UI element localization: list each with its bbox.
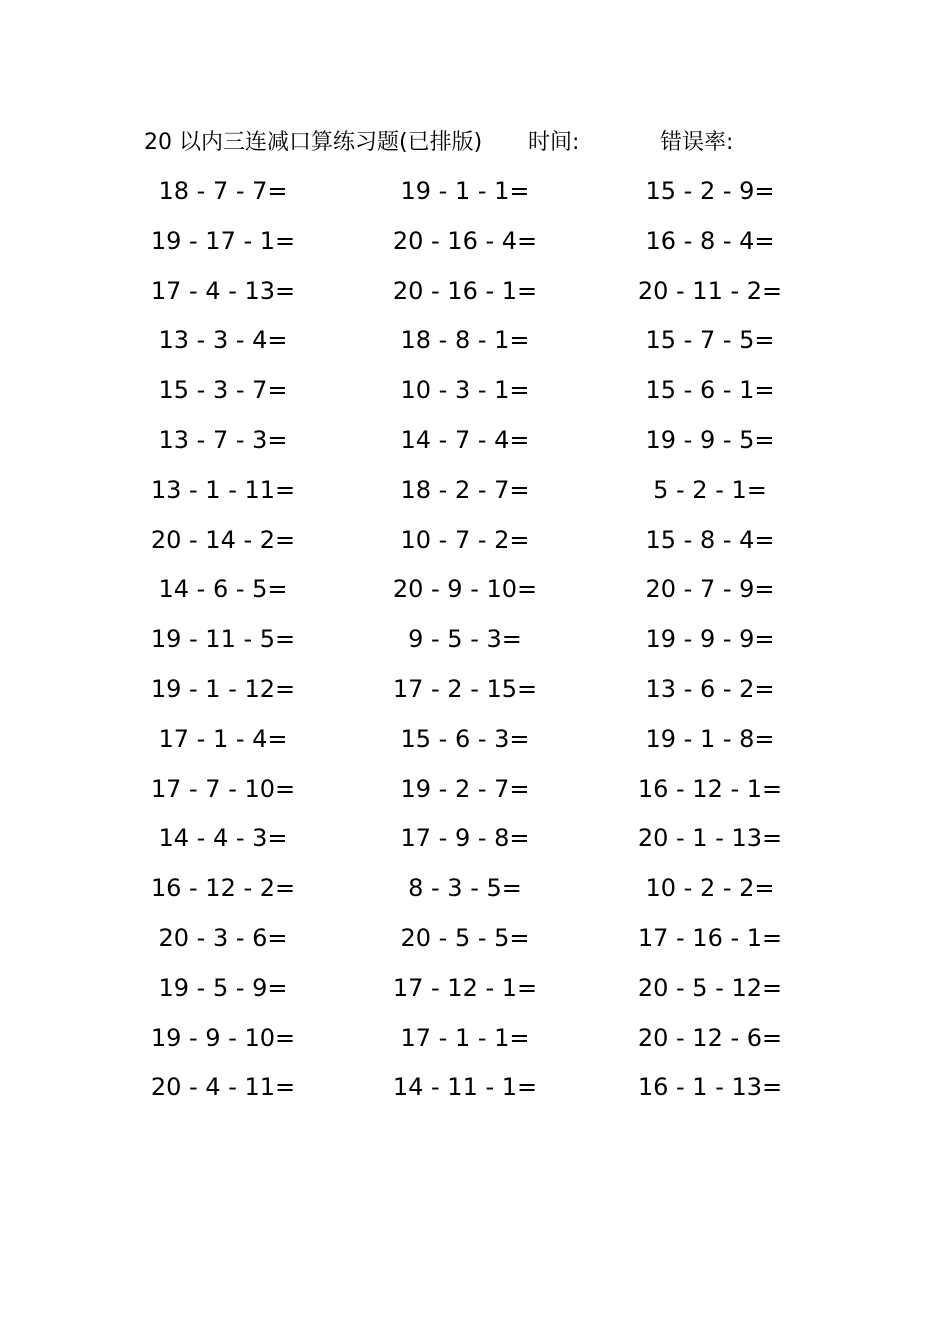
problem-row <box>0 321 950 371</box>
problem-item: 9 - 5 - 3= <box>408 625 522 654</box>
problem-row <box>0 570 950 620</box>
problem-row <box>0 421 950 471</box>
problem-row <box>0 869 950 919</box>
problem-item: 19 - 9 - 9= <box>645 625 775 654</box>
problem-row <box>0 471 950 521</box>
problem-item: 14 - 6 - 5= <box>158 575 288 604</box>
problem-row <box>0 172 950 222</box>
problem-row <box>0 521 950 571</box>
problem-item: 19 - 5 - 9= <box>158 973 288 1002</box>
worksheet-header <box>0 126 950 160</box>
problem-item: 16 - 1 - 13= <box>637 1073 783 1102</box>
problem-row <box>0 770 950 820</box>
problem-item: 10 - 3 - 1= <box>400 376 530 405</box>
problem-row <box>0 670 950 720</box>
problem-item: 19 - 11 - 5= <box>150 625 296 654</box>
problem-item: 19 - 1 - 8= <box>645 724 775 753</box>
problem-item: 18 - 8 - 1= <box>400 326 530 355</box>
problem-row <box>0 1019 950 1069</box>
problem-item: 20 - 7 - 9= <box>645 575 775 604</box>
problem-row <box>0 620 950 670</box>
problem-row <box>0 720 950 770</box>
problem-item: 14 - 7 - 4= <box>400 425 530 454</box>
problem-item: 20 - 14 - 2= <box>150 525 296 554</box>
problem-item: 17 - 9 - 8= <box>400 824 530 853</box>
problem-row <box>0 1068 950 1118</box>
problem-item: 15 - 3 - 7= <box>158 376 288 405</box>
problem-item: 20 - 5 - 12= <box>637 973 783 1002</box>
problem-item: 19 - 2 - 7= <box>400 774 530 803</box>
problem-item: 19 - 1 - 1= <box>400 177 530 205</box>
problem-item: 8 - 3 - 5= <box>408 874 522 903</box>
problem-item: 20 - 5 - 5= <box>400 923 530 952</box>
problem-item: 16 - 12 - 1= <box>637 774 783 803</box>
problem-row <box>0 969 950 1019</box>
problem-item: 16 - 8 - 4= <box>645 226 775 255</box>
problem-item: 20 - 11 - 2= <box>637 276 783 305</box>
problem-item: 20 - 4 - 11= <box>150 1073 296 1102</box>
problem-item: 17 - 1 - 1= <box>400 1023 530 1052</box>
problem-item: 20 - 16 - 4= <box>392 226 538 255</box>
error-rate-label: 错误率: <box>660 130 734 155</box>
problem-row <box>0 819 950 869</box>
problem-item: 17 - 12 - 1= <box>392 973 538 1002</box>
problem-item: 10 - 7 - 2= <box>400 525 530 554</box>
problem-item: 16 - 12 - 2= <box>150 874 296 903</box>
problem-grid <box>0 172 950 1118</box>
problem-item: 20 - 12 - 6= <box>637 1023 783 1052</box>
problem-item: 14 - 11 - 1= <box>392 1073 538 1102</box>
problem-item: 13 - 6 - 2= <box>645 674 775 703</box>
problem-item: 17 - 1 - 4= <box>158 724 288 753</box>
problem-row <box>0 919 950 969</box>
problem-item: 18 - 2 - 7= <box>400 475 530 504</box>
problem-item: 14 - 4 - 3= <box>158 824 288 853</box>
worksheet-title: 20 以内三连减口算练习题(已排版) <box>144 130 483 155</box>
problem-item: 19 - 1 - 12= <box>150 674 296 703</box>
problem-item: 15 - 7 - 5= <box>645 326 775 355</box>
problem-item: 20 - 1 - 13= <box>637 824 783 853</box>
problem-item: 17 - 2 - 15= <box>392 674 538 703</box>
problem-row <box>0 371 950 421</box>
problem-item: 18 - 7 - 7= <box>158 177 288 205</box>
problem-item: 17 - 7 - 10= <box>150 774 296 803</box>
time-label: 时间: <box>528 130 580 155</box>
problem-item: 20 - 3 - 6= <box>158 923 288 952</box>
problem-item: 15 - 6 - 3= <box>400 724 530 753</box>
problem-item: 19 - 9 - 10= <box>150 1023 296 1052</box>
problem-item: 20 - 16 - 1= <box>392 276 538 305</box>
problem-item: 10 - 2 - 2= <box>645 874 775 903</box>
problem-item: 13 - 7 - 3= <box>158 425 288 454</box>
problem-row <box>0 272 950 322</box>
problem-item: 15 - 8 - 4= <box>645 525 775 554</box>
problem-item: 15 - 2 - 9= <box>645 177 775 205</box>
problem-item: 15 - 6 - 1= <box>645 376 775 405</box>
problem-item: 5 - 2 - 1= <box>653 475 767 504</box>
problem-item: 19 - 17 - 1= <box>150 226 296 255</box>
problem-item: 19 - 9 - 5= <box>645 425 775 454</box>
problem-item: 20 - 9 - 10= <box>392 575 538 604</box>
problem-item: 17 - 4 - 13= <box>150 276 296 305</box>
problem-item: 13 - 1 - 11= <box>150 475 296 504</box>
problem-row <box>0 222 950 272</box>
problem-item: 13 - 3 - 4= <box>158 326 288 355</box>
problem-item: 17 - 16 - 1= <box>637 923 783 952</box>
